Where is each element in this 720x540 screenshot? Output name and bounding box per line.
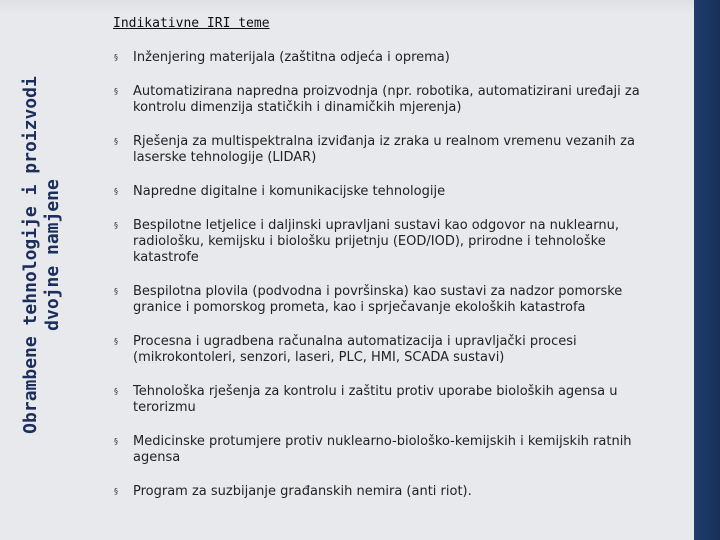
vertical-title-line-2: dvojne namjene — [42, 179, 63, 331]
list-item-text: Napredne digitalne i komunikacijske tehnologije — [133, 184, 446, 199]
list-item — [110, 134, 670, 166]
list-item — [110, 484, 670, 500]
right-edge-bar — [694, 0, 720, 540]
list-item — [110, 50, 670, 66]
bullet-icon: § — [114, 387, 118, 396]
list-item-text: Inženjering materijala (zaštitna odjeća i oprema) — [133, 50, 450, 65]
vertical-title-line-1: Obrambene tehnologije i proizvodi — [20, 76, 41, 434]
list-item-text: Rješenja za multispektralna izviđanja iz zraka u realnom vremenu vezanih za laserske tehnologije (LIDAR) — [133, 134, 635, 165]
list-item — [110, 284, 670, 316]
vertical-section-title — [20, 55, 80, 455]
list-item — [110, 218, 670, 266]
list-item-text: Program za suzbijanje građanskih nemira (anti riot). — [133, 484, 472, 499]
list-item — [110, 334, 670, 366]
list-item — [110, 184, 670, 200]
bullet-icon: § — [114, 437, 118, 446]
topic-list — [110, 50, 670, 500]
bullet-icon: § — [114, 337, 118, 346]
list-item-text: Bespilotne letjelice i daljinski upravljani sustavi kao odgovor na nuklearnu, radiološku, kemijsku i biološku prijetnju (EOD/IOD), prirodne i tehnološke katastrofe — [133, 218, 619, 265]
list-item-text: Bespilotna plovila (podvodna i površinska) kao sustavi za nadzor pomorske granice i pomorskog prometa, kao i sprječavanje ekoloških katastrofa — [133, 284, 623, 315]
bullet-icon: § — [114, 487, 118, 496]
list-item-text: Procesna i ugradbena računalna automatizacija i upravljački procesi (mikrokontoleri, senzori, laseri, PLC, HMI, SCADA sustavi) — [133, 334, 577, 365]
list-item — [110, 84, 670, 116]
list-item-text: Tehnološka rješenja za kontrolu i zaštitu protiv uporabe bioloških agensa u terorizmu — [133, 384, 618, 415]
list-item-text: Medicinske protumjere protiv nuklearno-biološko-kemijskih i kemijskih ratnih agensa — [133, 434, 632, 465]
bullet-icon: § — [114, 53, 118, 62]
bullet-icon: § — [114, 137, 118, 146]
list-item — [110, 434, 670, 466]
list-item — [110, 384, 670, 416]
bullet-icon: § — [114, 221, 118, 230]
bullet-icon: § — [114, 187, 118, 196]
bullet-icon: § — [114, 287, 118, 296]
list-item-text: Automatizirana napredna proizvodnja (npr. robotika, automatizirani uređaji za kontrolu dimenzija statičkih i dinamičkih mjerenja) — [133, 84, 640, 115]
top-strip — [0, 0, 694, 14]
bullet-icon: § — [114, 87, 118, 96]
slide-heading: Indikativne IRI teme — [113, 16, 270, 31]
